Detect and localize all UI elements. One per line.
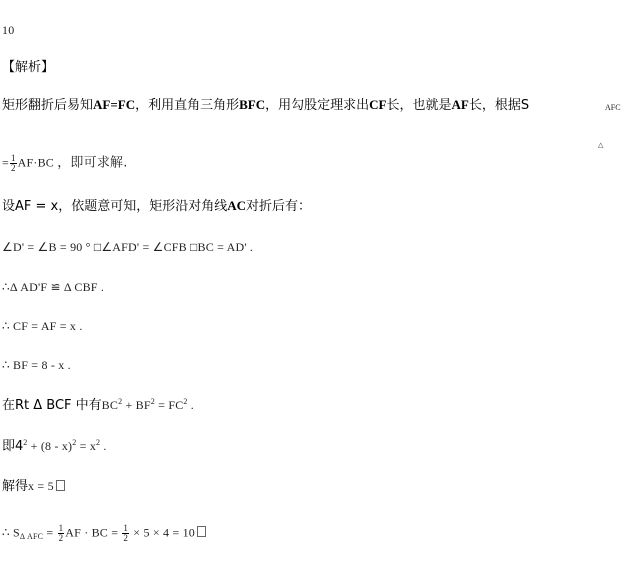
angle-equality-line: ∠D' = ∠B = 90 ° □∠AFD' = ∠CFB □BC = AD' . [2, 240, 254, 254]
congruence-line: ∴Δ AD'F ≌ Δ CBF . [2, 280, 105, 294]
fraction-denominator: 2 [58, 533, 64, 543]
triangle-symbol: △ [598, 141, 604, 149]
answer-value: 10 [2, 23, 15, 37]
text-part: 长，也就是 [386, 98, 452, 113]
analysis-heading: 【解析】 [2, 60, 55, 75]
fraction-denominator: 2 [123, 533, 129, 543]
text-part: = [43, 525, 57, 540]
text-part: . [100, 439, 107, 453]
text-part: 矩形翻折后易知 [2, 98, 94, 113]
analysis-paragraph-1 [2, 97, 529, 114]
text-part: 长，根据S [468, 98, 530, 113]
exponent: 2 [96, 438, 101, 447]
text-part: 即4 [2, 439, 24, 454]
fraction-denominator: 2 [10, 163, 16, 173]
fraction-half [122, 524, 129, 543]
subscript-afc: AFC [605, 103, 621, 112]
fraction-numerator: 1 [58, 523, 64, 533]
text-part: ，用勾股定理求出 [265, 98, 370, 113]
term-8-minus-x: + (8 - x) [27, 439, 73, 453]
subscript-afc: Δ AFC [19, 532, 44, 542]
solution-line [2, 478, 67, 495]
cf-equals-af-line: ∴ CF = AF = x . [2, 319, 83, 333]
exponent: 2 [118, 397, 123, 406]
fraction-half [58, 524, 65, 543]
exponent: 2 [150, 397, 155, 406]
equation-line [2, 438, 107, 456]
text-part: 在Rt Δ BCF 中有 [2, 398, 102, 413]
text-part: ∴ S [2, 525, 20, 540]
analysis-paragraph-2 [2, 154, 128, 173]
box-glyph-icon [56, 480, 65, 491]
text-part: ，依题意可知，矩形沿对角线 [58, 199, 228, 214]
fraction-half [10, 154, 17, 173]
solution-x: x = 5 [28, 479, 54, 493]
formula-af-fc: AF=FC [93, 97, 136, 112]
term-bc: BC [101, 398, 119, 412]
segment-af: AF [451, 97, 469, 112]
exponent: 2 [23, 438, 28, 447]
text-part: 设AF = x [2, 199, 59, 214]
exponent: 2 [72, 438, 77, 447]
text-part: AF · BC = [65, 525, 122, 540]
fraction-numerator: 1 [123, 523, 129, 533]
triangle-bfc: BFC [239, 97, 266, 112]
text-part: × 5 × 4 = 10 [130, 525, 195, 540]
expression-af-bc: AF·BC [17, 155, 55, 170]
term-fc: = FC [154, 398, 184, 412]
text-part: 对折后有： [246, 199, 312, 214]
fraction-numerator: 1 [10, 153, 16, 163]
term-x: = x [76, 439, 97, 453]
text-part: ，即可求解. [57, 155, 128, 171]
area-result-line [2, 524, 208, 543]
exponent: 2 [183, 397, 188, 406]
box-glyph-icon [197, 526, 206, 537]
text-part: ，利用直角三角形 [135, 98, 240, 113]
equals-sign: = [2, 155, 9, 170]
diagonal-ac: AC [227, 198, 247, 213]
bf-expression-line: ∴ BF = 8 - x . [2, 358, 71, 372]
text-part: 解得 [2, 479, 29, 494]
segment-cf: CF [369, 97, 387, 112]
term-bf: + BF [122, 398, 151, 412]
pythagorean-line [2, 397, 194, 415]
text-part: . [187, 398, 195, 412]
setup-line [2, 198, 311, 215]
